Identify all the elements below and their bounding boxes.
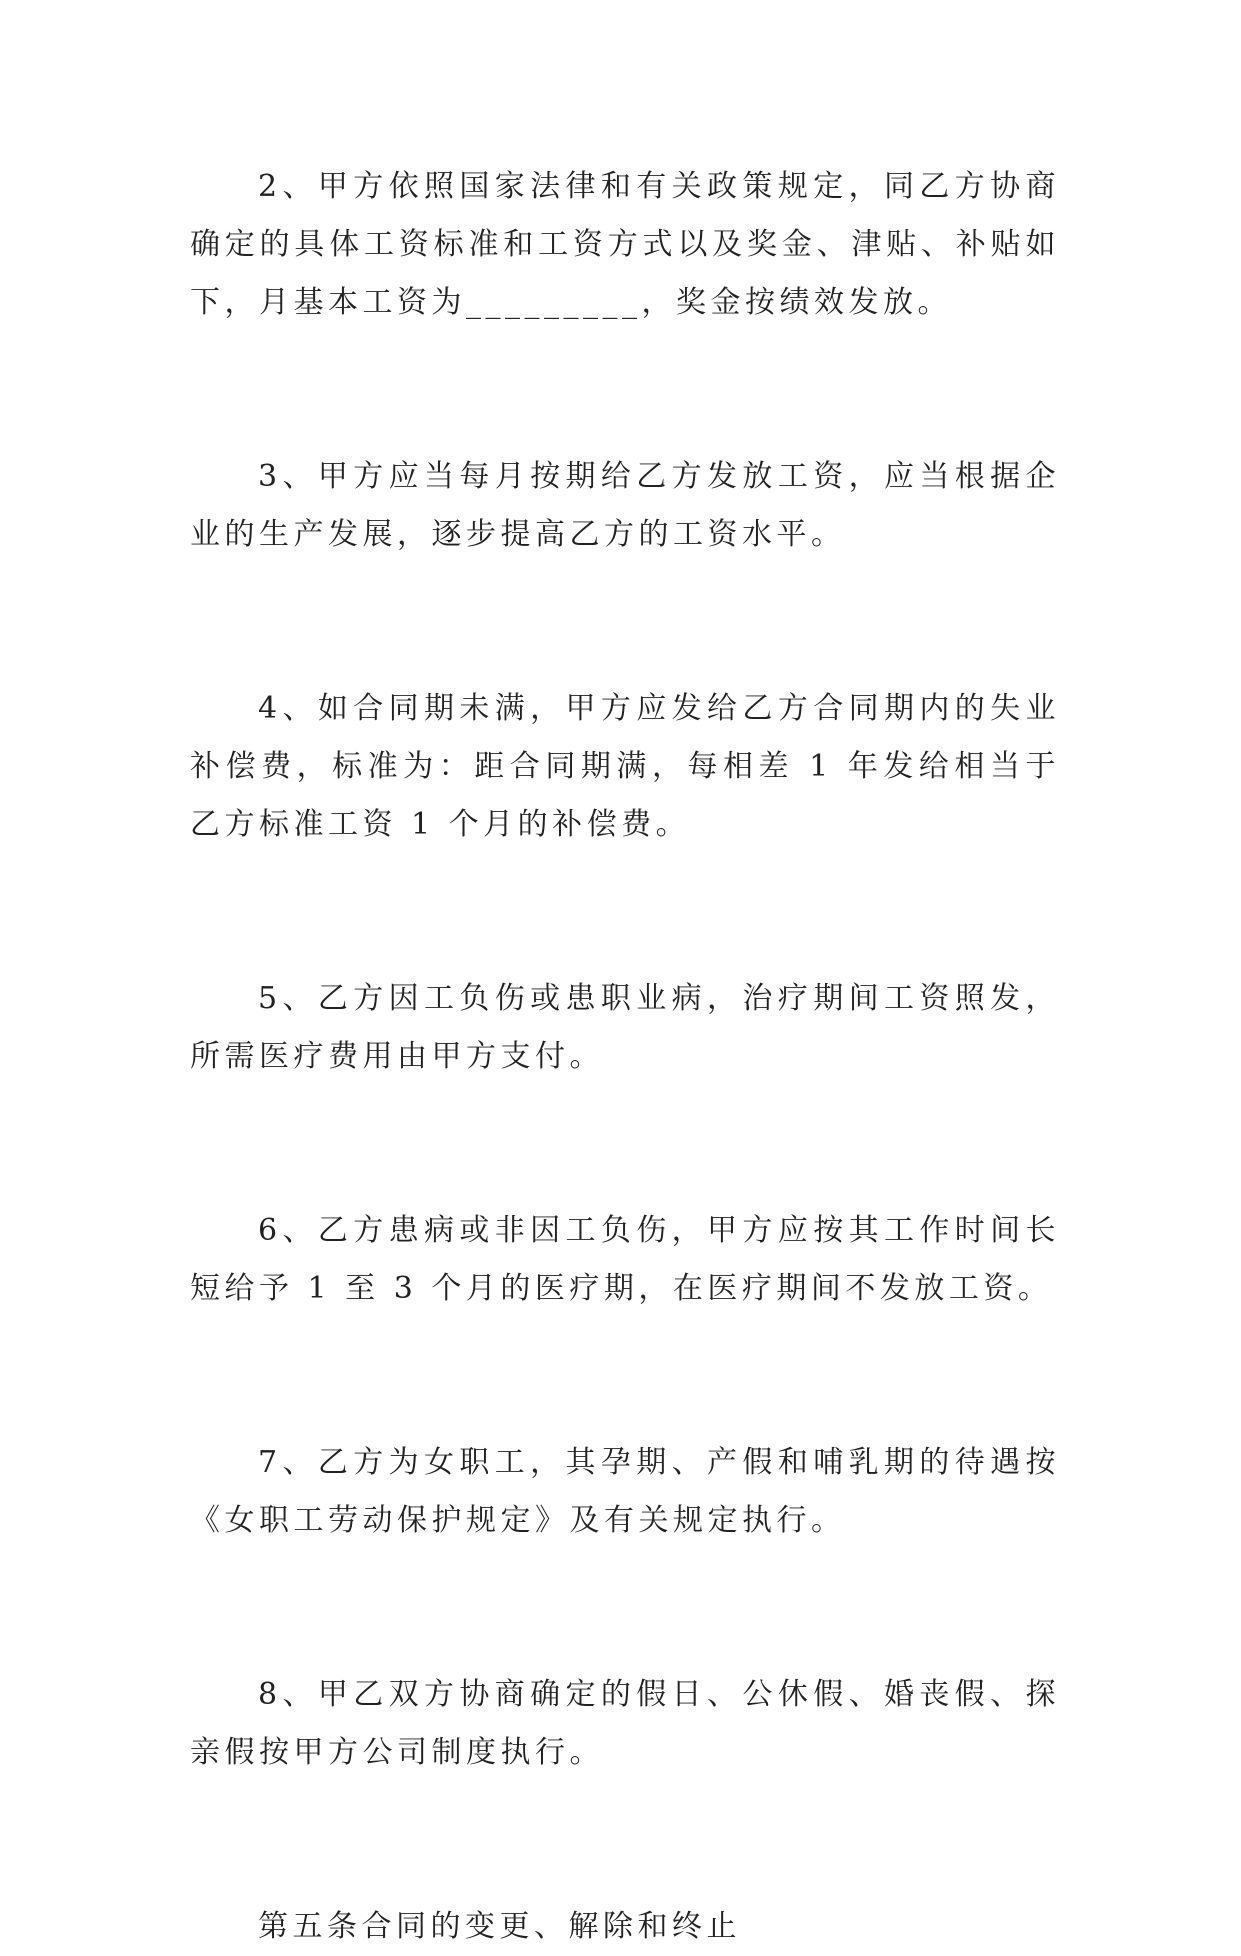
clause-4-paragraph: 4、如合同期未满，甲方应发给乙方合同期内的失业补偿费，标准为：距合同期满，每相差 1 年发给相当于乙方标准工资 1 个月的补偿费。 <box>190 691 1060 842</box>
clause-6-paragraph: 6、乙方患病或非因工负伤，甲方应按其工作时间长短给予 1 至 3 个月的医疗期，在医疗期间不发放工资。 <box>190 1213 1060 1306</box>
clause-3-paragraph: 3、甲方应当每月按期给乙方发放工资，应当根据企业的生产发展，逐步提高乙方的工资水平。 <box>190 459 1060 552</box>
clause-5-paragraph: 5、乙方因工负伤或患职业病，治疗期间工资照发，所需医疗费用由甲方支付。 <box>190 981 1060 1074</box>
clause-2-paragraph: 2、甲方依照国家法律和有关政策规定，同乙方协商确定的具体工资标准和工资方式以及奖金、津贴、补贴如下，月基本工资为_________，奖金按绩效发放。 <box>190 169 1060 320</box>
document-body <box>190 158 1060 1956</box>
section-heading-article-5: 第五条合同的变更、解除和终止 <box>258 1909 741 1944</box>
clause-8-paragraph: 8、甲乙双方协商确定的假日、公休假、婚丧假、探亲假按甲方公司制度执行。 <box>190 1677 1060 1770</box>
clause-7-paragraph: 7、乙方为女职工，其孕期、产假和哺乳期的待遇按《女职工劳动保护规定》及有关规定执行。 <box>190 1445 1060 1538</box>
